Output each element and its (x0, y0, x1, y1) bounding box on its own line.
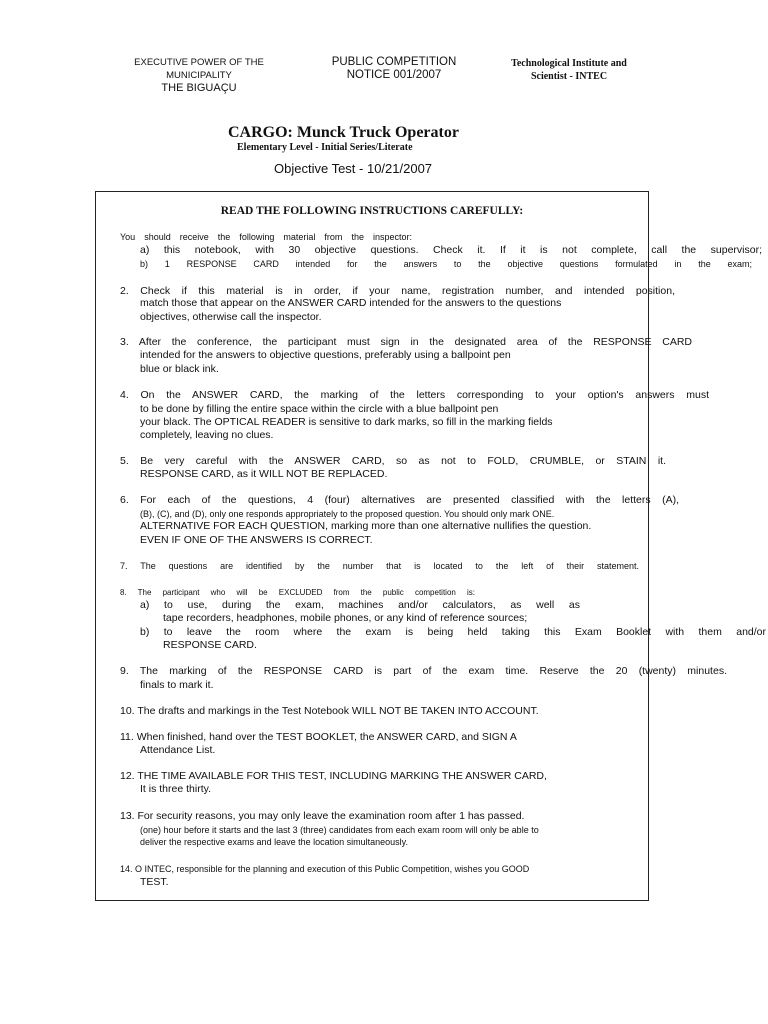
instruction-4-line2: to be done by filling the entire space within the circle with a blue ballpoint pen (140, 403, 499, 415)
instructions-heading: READ THE FOLLOWING INSTRUCTIONS CAREFULLY: (220, 205, 524, 217)
instruction-7: 7. The questions are identified by the number that is located to the left of their statement. (120, 561, 639, 571)
instruction-8: 8. The participant who will be EXCLUDED from the public competition is: (120, 588, 475, 597)
instruction-5-line2: RESPONSE CARD, as it WILL NOT BE REPLACED. (140, 468, 388, 480)
header-municipality (100, 56, 298, 95)
instruction-8b-line2: RESPONSE CARD. (163, 639, 257, 651)
instruction-12-line1: 12. THE TIME AVAILABLE FOR THIS TEST, INCLUDING MARKING THE ANSWER CARD, (120, 770, 547, 782)
instruction-1a: a) this notebook, with 30 objective questions. Check it. If it is not complete, call the supervisor; (140, 244, 762, 256)
instruction-1b: b) 1 RESPONSE CARD intended for the answers to the objective questions formulated in the exam; (140, 259, 752, 269)
header-competition (326, 56, 462, 82)
header-left-line2: THE BIGUAÇU (161, 82, 237, 94)
instruction-3-line3: blue or black ink. (140, 363, 219, 375)
instruction-12-line2: It is three thirty. (140, 783, 211, 795)
instruction-6-line3: ALTERNATIVE FOR EACH QUESTION, marking more than one alternative nullifies the question. (140, 520, 592, 532)
instruction-11-line1: 11. When finished, hand over the TEST BOOKLET, the ANSWER CARD, and SIGN A (120, 731, 517, 743)
instruction-2-line3: objectives, otherwise call the inspector. (140, 311, 322, 323)
header-mid-line1: PUBLIC COMPETITION (331, 56, 457, 68)
header-right-line2: Scientist - INTEC (530, 71, 608, 82)
instruction-6-line4: EVEN IF ONE OF THE ANSWERS IS CORRECT. (140, 534, 373, 546)
instruction-10: 10. The drafts and markings in the Test Notebook WILL NOT BE TAKEN INTO ACCOUNT. (120, 705, 539, 717)
instruction-2-line2: match those that appear on the ANSWER CARD intended for the answers to the questions (140, 297, 562, 309)
instruction-6-line2: (B), (C), and (D), only one responds appropriately to the proposed question. You should only mark ONE. (140, 509, 555, 519)
instruction-3-line1: 3. After the conference, the participant must sign in the designated area of the RESPONSE CARD (120, 336, 692, 348)
instruction-4-line1: 4. On the ANSWER CARD, the marking of the letters corresponding to your option's answers must (120, 389, 709, 401)
instruction-13-line2: (one) hour before it starts and the last 3 (three) candidates from each exam room will only be able to (140, 825, 539, 835)
header-right-line1: Technological Institute and (511, 58, 627, 69)
instruction-2-line1: 2. Check if this material is in order, if your name, registration number, and intended position, (120, 285, 675, 297)
instruction-intro: You should receive the following material from the inspector: (120, 232, 412, 242)
header-left-line1: EXECUTIVE POWER OF THE MUNICIPALITY (134, 57, 264, 81)
instruction-6-line1: 6. For each of the questions, 4 (four) alternatives are presented classified with the letters (A), (120, 494, 679, 506)
instruction-4-line4: completely, leaving no clues. (140, 429, 274, 441)
instruction-8a-line1: a) to use, during the exam, machines and/or calculators, as well as (140, 599, 580, 611)
instruction-13-line3: deliver the respective exams and leave the location simultaneously. (140, 837, 408, 847)
instruction-8a-line2: tape recorders, headphones, mobile phones, or any kind of reference sources; (163, 612, 528, 624)
instruction-9-line1: 9. The marking of the RESPONSE CARD is part of the exam time. Reserve the 20 (twenty) minutes. (120, 665, 727, 677)
objective-test-date: Objective Test - 10/21/2007 (274, 161, 433, 176)
header-mid-line2: NOTICE 001/2007 (346, 69, 442, 81)
instruction-5-line1: 5. Be very careful with the ANSWER CARD, so as not to FOLD, CRUMBLE, or STAIN it. (120, 455, 666, 467)
header-institute (498, 57, 640, 83)
instruction-4-line3: your black. The OPTICAL READER is sensitive to dark marks, so fill in the marking fields (140, 416, 553, 428)
instruction-9-line2: finals to mark it. (140, 679, 214, 691)
cargo-title: CARGO: Munck Truck Operator (228, 124, 459, 141)
level-subtitle: Elementary Level - Initial Series/Literate (237, 142, 413, 153)
instruction-13-line1: 13. For security reasons, you may only leave the examination room after 1 has passed. (120, 810, 525, 822)
instruction-8b-line1: b) to leave the room where the exam is being held taking this Exam Booklet with them and/or (140, 626, 766, 638)
instruction-14-line2: TEST. (140, 876, 169, 888)
instruction-11-line2: Attendance List. (140, 744, 216, 756)
instruction-14-line1: 14. O INTEC, responsible for the planning and execution of this Public Competition, wishes you GOOD (120, 864, 530, 874)
instruction-3-line2: intended for the answers to objective questions, preferably using a ballpoint pen (140, 349, 511, 361)
